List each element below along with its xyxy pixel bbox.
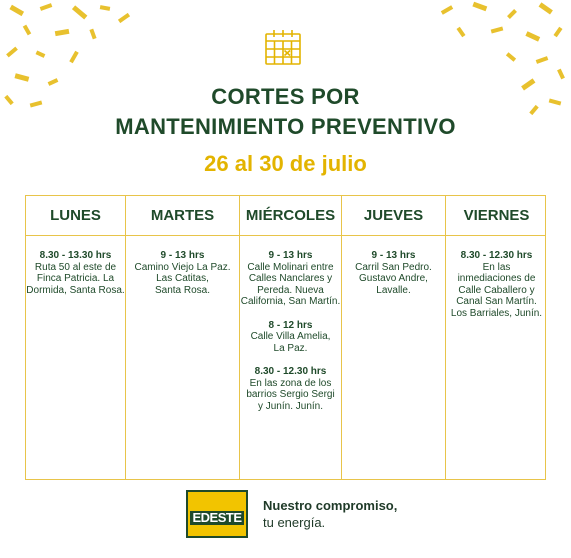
outage-location-line: Las Catitas,: [156, 273, 209, 284]
slogan: [263, 497, 397, 531]
day-body: [342, 236, 445, 296]
schedule-table: [25, 195, 546, 480]
outage-location-line: Calles Nanclares y: [248, 273, 333, 284]
slogan-line-1: Nuestro compromiso,: [263, 498, 398, 513]
outage-location-line: Los Barriales, Junín.: [450, 307, 543, 319]
day-body: [446, 236, 547, 319]
edeste-logo: [186, 490, 248, 538]
outage-entry: [240, 320, 341, 355]
title-line-2: MANTENIMIENTO PREVENTIVO: [115, 114, 456, 139]
day-column-3: [341, 196, 445, 479]
outage-location-line: En las: [482, 261, 511, 273]
outage-entry: [26, 250, 125, 296]
outage-location-line: En las zona de los: [249, 377, 332, 389]
outage-location-line: Calle Caballero y: [458, 284, 535, 296]
footer: [186, 490, 446, 540]
outage-location-line: barrios Sergio Sergi: [246, 389, 335, 400]
outage-location-line: Calle Molinari entre: [247, 261, 334, 273]
outage-entry: [446, 250, 547, 319]
day-header: JUEVES: [363, 207, 424, 224]
day-column-1: [125, 196, 239, 479]
outage-time: 9 - 13 hrs: [268, 250, 313, 261]
outage-location-line: Pereda. Nueva: [257, 284, 324, 296]
outage-time: 8.30 - 12.30 hrs: [254, 366, 327, 377]
day-column-2: [239, 196, 341, 479]
outage-entry: [342, 250, 445, 296]
outage-location-line: Carril San Pedro.: [355, 261, 432, 273]
outage-location-line: La Paz.: [273, 342, 308, 354]
outage-location-line: Camino Viejo La Paz.: [134, 261, 231, 273]
slogan-line-2: tu energía.: [263, 515, 326, 530]
day-body: [26, 236, 125, 296]
outage-time: 9 - 13 hrs: [371, 250, 416, 261]
outage-entry: [126, 250, 239, 296]
day-column-4: [445, 196, 547, 479]
calendar-icon: [263, 27, 303, 67]
day-header: VIERNES: [463, 207, 530, 224]
day-header: MARTES: [150, 207, 215, 224]
day-body: [240, 236, 341, 412]
day-body: [126, 236, 239, 296]
outage-location-line: Finca Patricia. La: [36, 273, 115, 284]
page-title: [0, 82, 571, 142]
title-line-1: CORTES POR: [211, 84, 360, 109]
outage-location-line: inmediaciones de: [457, 273, 536, 284]
outage-location-line: California, San Martín.: [240, 296, 341, 307]
date-range: 26 al 30 de julio: [204, 151, 367, 176]
outage-time: 9 - 13 hrs: [160, 250, 205, 261]
outage-location-line: Gustavo Andre,: [359, 273, 428, 284]
outage-location-line: Canal San Martín.: [456, 296, 537, 307]
outage-location-line: Dormida, Santa Rosa.: [26, 284, 125, 296]
outage-time: 8.30 - 13.30 hrs: [39, 250, 112, 261]
outage-location-line: Calle Villa Amelia,: [250, 331, 331, 342]
outage-time: 8.30 - 12.30 hrs: [460, 250, 533, 261]
outage-location-line: y Junín. Junín.: [257, 400, 324, 412]
day-column-0: [26, 196, 125, 479]
logo-text: EDESTE: [190, 511, 244, 525]
outage-location-line: Santa Rosa.: [154, 284, 211, 296]
outage-entry: [240, 366, 341, 412]
outage-entry: [240, 250, 341, 308]
day-header: LUNES: [50, 207, 101, 224]
day-header: MIÉRCOLES: [245, 207, 336, 224]
outage-location-line: Ruta 50 al este de: [34, 261, 117, 273]
outage-location-line: Lavalle.: [376, 284, 411, 296]
outage-time: 8 - 12 hrs: [268, 319, 313, 331]
